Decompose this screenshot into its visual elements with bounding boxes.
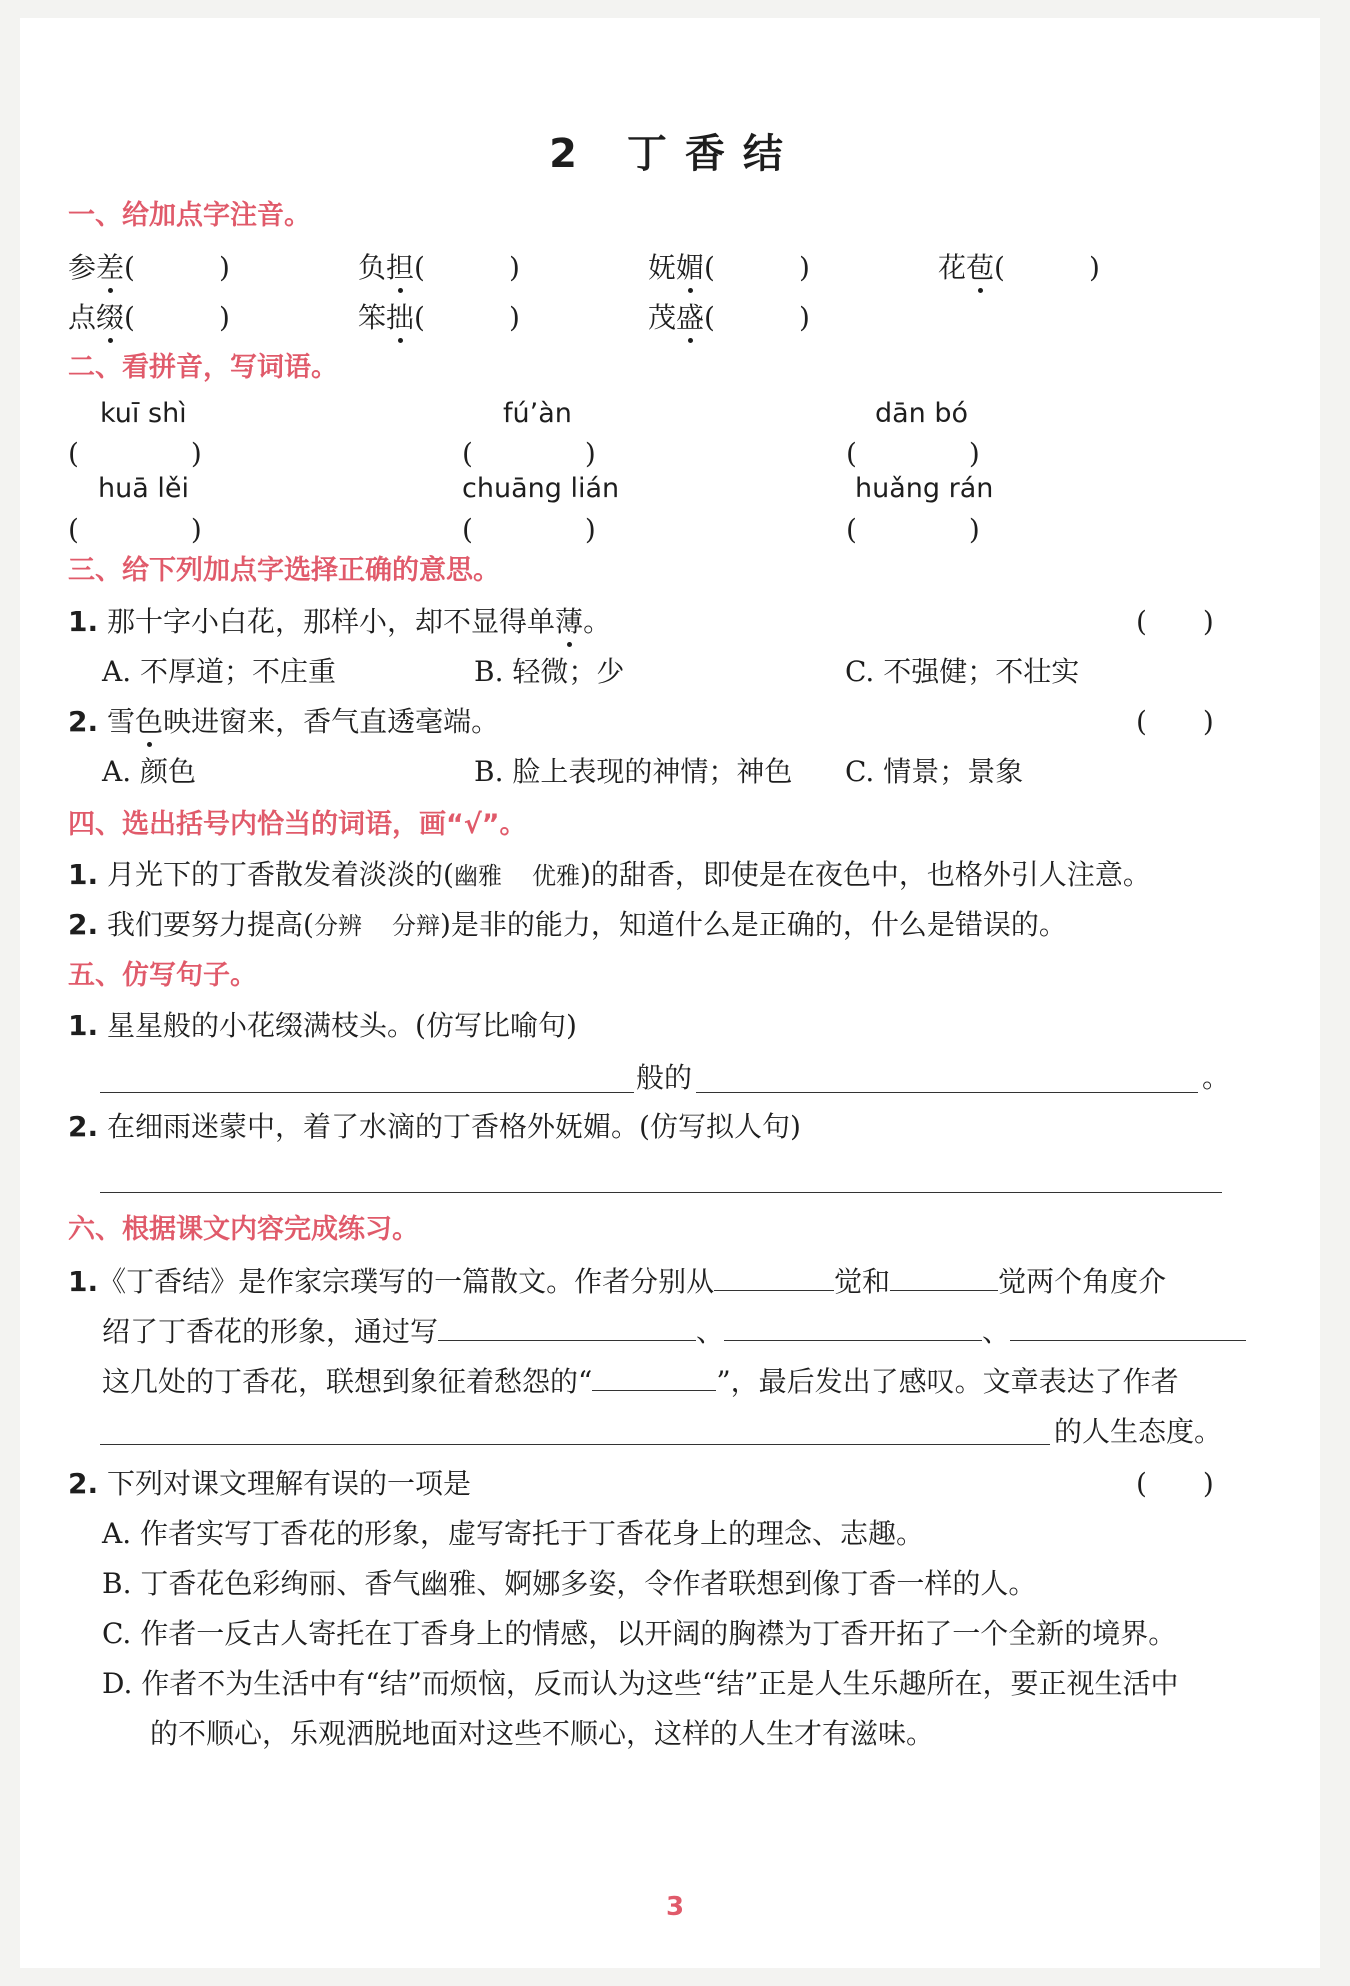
s6-q1-line-3: 这几处的丁香花，联想到象征着愁怨的“ ”，最后发出了感叹。文章表达了作者: [102, 1365, 1179, 1398]
s6-q1-blank-place-1[interactable]: [438, 1314, 696, 1341]
s6-q1-blank-symbol[interactable]: [592, 1364, 716, 1391]
s6-q1-blank-attitude[interactable]: [100, 1444, 1050, 1445]
s1-item-1: 参差( ): [68, 246, 230, 286]
s6-q1-blank-sense-1[interactable]: [714, 1264, 834, 1291]
s4-question-2: 2. 我们要努力提高(分辨 分辩)是非的能力，知道什么是正确的，什么是错误的。: [68, 908, 1067, 941]
page-number: 3: [665, 1892, 685, 1922]
s5-question-1: 1. 星星般的小花缀满枝头。(仿写比喻句): [68, 1009, 577, 1042]
s1-item-7: 茂盛( ): [648, 296, 810, 336]
s1-item-6: 笨拙( ): [358, 296, 520, 336]
s5-question-2: 2. 在细雨迷蒙中，着了水滴的丁香格外妩媚。(仿写拟人句): [68, 1110, 801, 1143]
s3-q1-option-a: A. 不厚道；不庄重: [102, 655, 337, 688]
s2-answer-4: ( ): [68, 513, 202, 546]
section-5-heading: 五、仿写句子。: [68, 960, 257, 991]
s2-answer-1: ( ): [68, 437, 202, 470]
s3-q2-option-a: A. 颜色: [102, 755, 197, 788]
s5-q1-mid-text: 般的: [636, 1061, 693, 1094]
s1-item-3: 妩媚( ): [648, 246, 810, 286]
s3-q1-option-c: C. 不强健；不壮实: [845, 655, 1080, 688]
s6-question-2: 2. 下列对课文理解有误的一项是: [68, 1467, 472, 1500]
s3-question-2: 2. 雪色映进窗来，香气直透毫端。: [68, 700, 499, 740]
s3-q2-option-c: C. 情景；景象: [845, 755, 1024, 788]
s6-q1-blank-place-2[interactable]: [724, 1314, 982, 1341]
s2-pinyin-3: dān bó: [875, 398, 969, 429]
s3-q1-answer: ( ): [1136, 605, 1214, 638]
s6-q2-option-b: B. 丁香花色彩绚丽、香气幽雅、婀娜多姿，令作者联想到像丁香一样的人。: [102, 1567, 1037, 1600]
s5-q1-end: 。: [1202, 1061, 1231, 1094]
s3-q2-option-b: B. 脸上表现的神情；神色: [474, 755, 793, 788]
page-title: 2 丁香结: [549, 131, 801, 177]
section-3-heading: 三、给下列加点字选择正确的意思。: [68, 555, 500, 586]
s2-answer-5: ( ): [462, 513, 596, 546]
s2-answer-2: ( ): [462, 437, 596, 470]
s6-q1-line-2: 绍了丁香花的形象，通过写 、 、: [102, 1310, 1246, 1350]
s6-q2-option-a: A. 作者实写丁香花的形象，虚写寄托于丁香花身上的理念、志趣。: [102, 1517, 925, 1550]
s5-q2-blank[interactable]: [100, 1192, 1222, 1193]
s6-q1-blank-sense-2[interactable]: [890, 1264, 998, 1291]
s1-item-4: 花苞( ): [938, 246, 1100, 286]
s2-answer-6: ( ): [846, 513, 980, 546]
s6-q2-option-d-line-1: D. 作者不为生活中有“结”而烦恼，反而认为这些“结”正是人生乐趣所在，要正视生活中: [102, 1667, 1179, 1700]
s6-q2-answer: ( ): [1136, 1467, 1214, 1500]
section-1-heading: 一、给加点字注音。: [68, 200, 311, 231]
s2-answer-3: ( ): [846, 437, 980, 470]
s6-q2-option-d-line-2: 的不顺心，乐观洒脱地面对这些不顺心，这样的人生才有滋味。: [150, 1717, 935, 1750]
s2-pinyin-4: huā lěi: [98, 473, 189, 504]
section-4-heading: 四、选出括号内恰当的词语，画“√”。: [68, 809, 527, 840]
s2-pinyin-1: kuī shì: [100, 398, 187, 429]
s6-q2-option-c: C. 作者一反古人寄托在丁香身上的情感，以开阔的胸襟为丁香开拓了一个全新的境界。: [102, 1617, 1177, 1650]
s3-q1-option-b: B. 轻微；少: [474, 655, 625, 688]
section-6-heading: 六、根据课文内容完成练习。: [68, 1214, 419, 1245]
s6-q1-line-1: 1.《丁香结》是作家宗璞写的一篇散文。作者分别从 觉和 觉两个角度介: [68, 1265, 1167, 1298]
s4-question-1: 1. 月光下的丁香散发着淡淡的(幽雅 优雅)的甜香，即使是在夜色中，也格外引人注意。: [68, 858, 1151, 891]
s2-pinyin-5: chuāng lián: [462, 473, 620, 504]
s5-q1-blank-2[interactable]: [696, 1092, 1198, 1093]
section-2-heading: 二、看拼音，写词语。: [68, 352, 338, 383]
s2-pinyin-6: huǎng rán: [855, 473, 994, 504]
s5-q1-blank-1[interactable]: [100, 1092, 634, 1093]
s3-q2-answer: ( ): [1136, 705, 1214, 738]
s3-question-1: 1. 那十字小白花，那样小，却不显得单薄。: [68, 600, 611, 640]
s2-pinyin-2: fú’àn: [503, 398, 572, 429]
s6-q1-line-4: 的人生态度。: [1054, 1415, 1223, 1448]
s1-item-2: 负担( ): [358, 246, 520, 286]
s6-q1-blank-place-3[interactable]: [1010, 1314, 1246, 1341]
s1-item-5: 点缀( ): [68, 296, 230, 336]
